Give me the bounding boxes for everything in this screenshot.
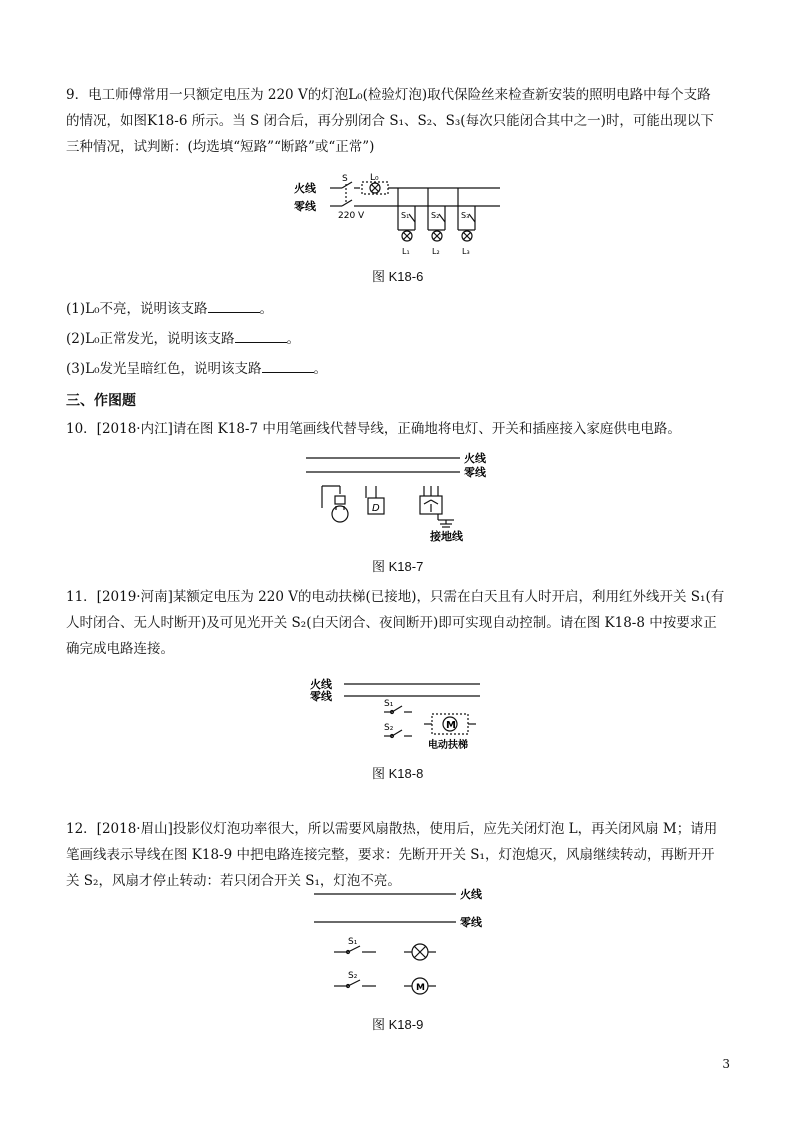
fig6-s3-label: S₃ xyxy=(461,211,470,220)
q9-subquestions xyxy=(66,296,734,382)
answer-blank[interactable] xyxy=(235,330,287,343)
fig9-s2-label: S₂ xyxy=(348,971,358,981)
q11-line-1: 11．[2019·河南]某额定电压为 220 V的电动扶梯(已接地)，只需在白天且有人时开启，利用红外线开关 S₁(有 xyxy=(66,589,725,605)
fig6-s-label: S xyxy=(342,174,348,184)
figure-k18-9 xyxy=(310,882,490,1002)
fig8-live-label: 火线 xyxy=(310,678,332,691)
fig9-motor-label: M xyxy=(416,983,425,993)
figure-k18-7 xyxy=(300,450,500,545)
fig8-s1-label: S₁ xyxy=(384,699,394,709)
question-11 xyxy=(66,584,734,662)
fig8-escalator-label: 电动扶梯 xyxy=(428,740,468,751)
caption-k18-8: 图 K18-8 xyxy=(372,766,424,781)
q11-line-3: 确完成电路连接。 xyxy=(66,641,174,657)
fig7-ground-label: 接地线 xyxy=(430,530,463,543)
q9-line-2: 的情况，如图K18-6 所示。当 S 闭合后，再分别闭合 S₁、S₂、S₃(每次只能闭合其中之一)时，可能出现以下 xyxy=(66,113,714,129)
q9-sub-1: (1)L₀不亮，说明该支路 。 xyxy=(66,301,273,317)
page-number: 3 xyxy=(722,1057,730,1071)
fig8-s2-label: S₂ xyxy=(384,723,394,733)
q9-line-3: 三种情况，试判断：(均选填“短路”“断路”或“正常”) xyxy=(66,139,375,155)
fig9-s1-label: S₁ xyxy=(348,937,358,947)
answer-blank[interactable] xyxy=(262,360,314,373)
q9-sub-3: (3)L₀发光呈暗红色，说明该支路 。 xyxy=(66,361,327,377)
fig7-neutral-label: 零线 xyxy=(464,466,486,479)
q9-sub-2: (2)L₀正常发光，说明该支路 。 xyxy=(66,331,300,347)
q12-line-2: 笔画线表示导线在图 K18-9 中把电路连接完整，要求：先断开开关 S₁，灯泡熄灭，风扇继续转动，再断开开 xyxy=(66,847,715,863)
fig7-live-label: 火线 xyxy=(464,452,486,465)
fig9-live-label: 火线 xyxy=(460,888,482,901)
q11-line-2: 人时闭合、无人时断开)及可见光开关 S₂(白天闭合、夜间断开)即可实现自动控制。请在图 K18-8 中按要求正 xyxy=(66,615,717,631)
fig9-neutral-label: 零线 xyxy=(460,916,482,929)
fig6-live-label: 火线 xyxy=(294,182,316,195)
figure-k18-8 xyxy=(310,672,490,752)
fig6-l1-label: L₁ xyxy=(402,247,410,256)
figure-k18-6 xyxy=(290,170,510,262)
fig8-neutral-label: 零线 xyxy=(310,690,332,703)
q9-line-1: 9．电工师傅常用一只额定电压为 220 V的灯泡L₀(检验灯泡)取代保险丝来检查新安装的照明电路中每个支路 xyxy=(66,87,711,103)
question-10 xyxy=(66,416,734,442)
q12-line-1: 12．[2018·眉山]投影仪灯泡功率很大，所以需要风扇散热，使用后，应先关闭灯泡 L，再关闭风扇 M；请用 xyxy=(66,821,718,837)
caption-k18-7: 图 K18-7 xyxy=(372,559,424,574)
fig6-s1-label: S₁ xyxy=(401,211,410,220)
section-heading: 三、作图题 xyxy=(66,393,136,409)
caption-k18-6: 图 K18-6 xyxy=(372,269,424,284)
fig8-motor-label: M xyxy=(446,720,456,731)
q10-line-1: 10．[2018·内江]请在图 K18-7 中用笔画线代替导线，正确地将电灯、开关和插座接入家庭供电电路。 xyxy=(66,421,681,437)
fig6-l0-label: L₀ xyxy=(370,173,379,183)
q12-line-3: 关 S₂，风扇才停止转动：若只闭合开关 S₁，灯泡不亮。 xyxy=(66,873,401,889)
caption-k18-9: 图 K18-9 xyxy=(372,1017,424,1032)
question-9 xyxy=(66,82,734,160)
fig6-l2-label: L₂ xyxy=(432,247,440,256)
fig6-neutral-label: 零线 xyxy=(294,200,316,213)
fig7-switch-letter: D xyxy=(372,503,380,514)
fig6-s2-label: S₂ xyxy=(431,211,440,220)
fig6-voltage-label: 220 V xyxy=(338,211,365,221)
answer-blank[interactable] xyxy=(208,300,260,313)
fig6-l3-label: L₃ xyxy=(462,247,470,256)
